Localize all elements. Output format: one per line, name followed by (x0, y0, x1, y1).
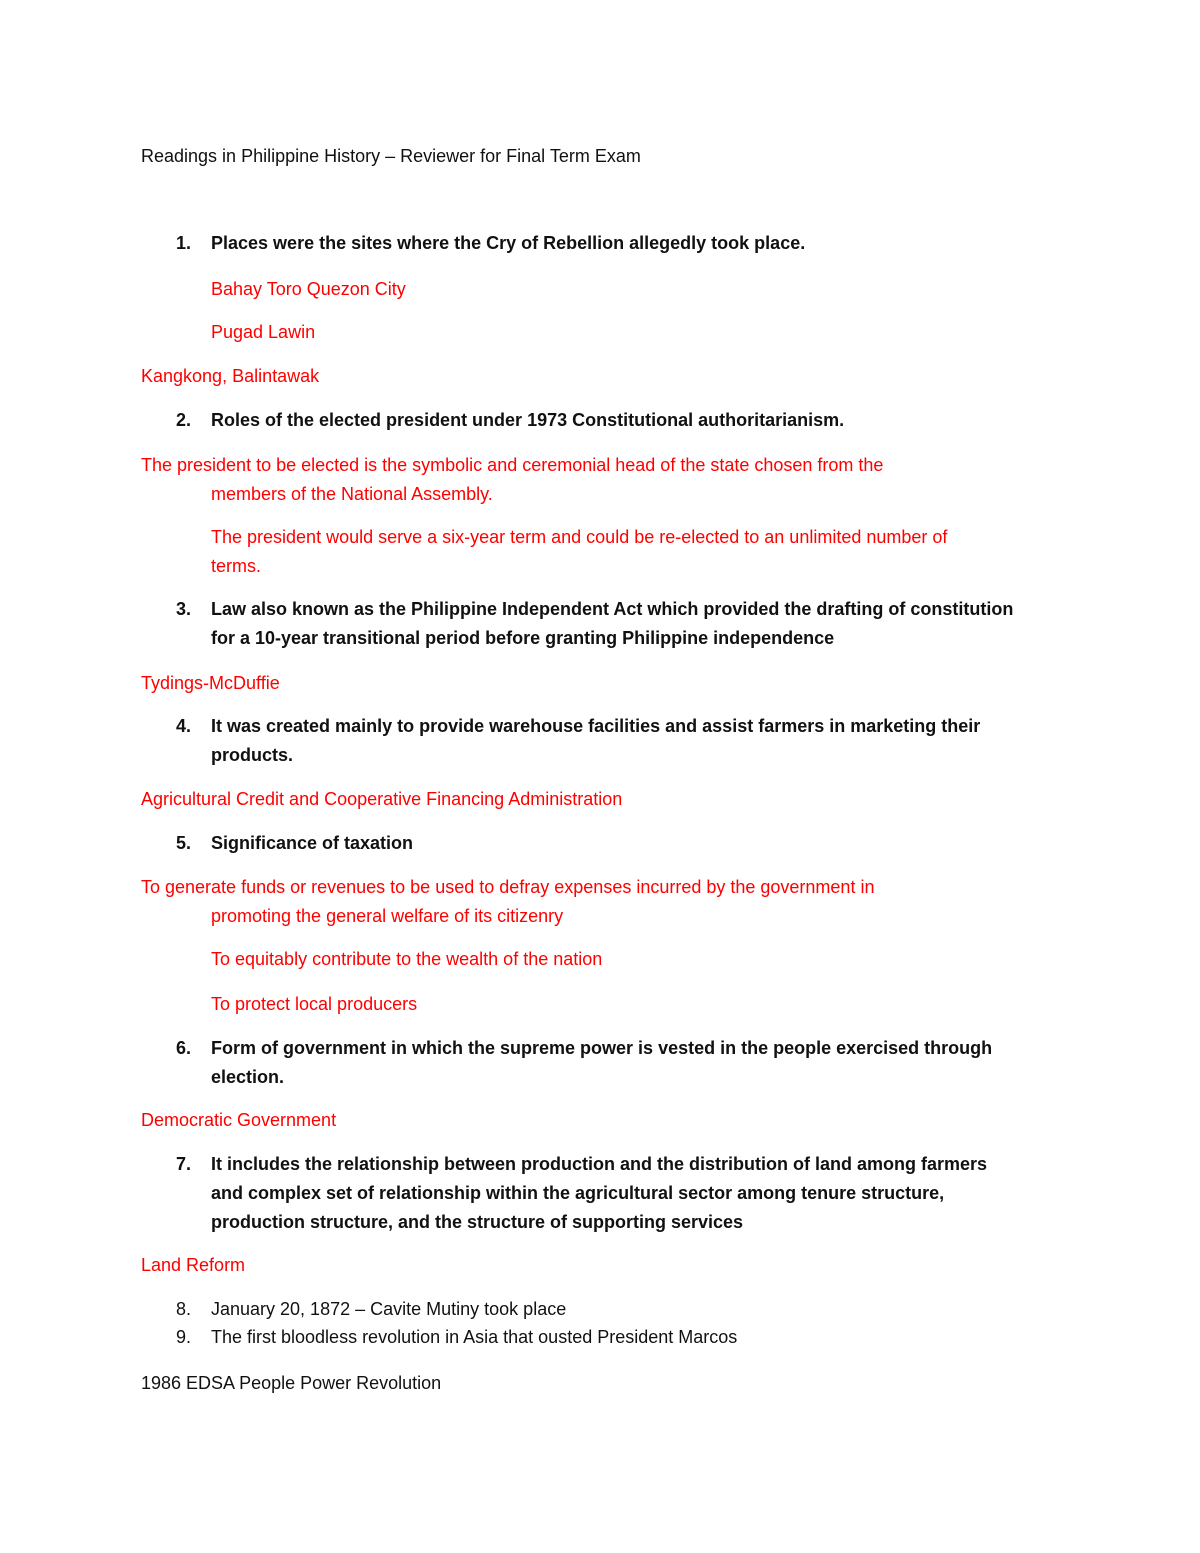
item-3-question-line-1: Law also known as the Philippine Independent Act which provided the drafting of constitution (211, 599, 1014, 619)
item-2-answer-3: The president would serve a six-year term and could be re-elected to an unlimited number of (211, 527, 948, 547)
item-1-number: 1. (176, 233, 192, 253)
item-5-answer-3: To equitably contribute to the wealth of the nation (211, 949, 603, 969)
item-2-number: 2. (176, 410, 192, 430)
item-5-number: 5. (176, 833, 192, 853)
item-8-number: 8. (176, 1299, 192, 1319)
item-7-question-line-2: and complex set of relationship within the agricultural sector among tenure structure, (211, 1183, 945, 1203)
item-7-number: 7. (176, 1154, 192, 1174)
item-1-answer-1: Bahay Toro Quezon City (211, 279, 406, 299)
item-9-question-line-1: The first bloodless revolution in Asia that ousted President Marcos (211, 1327, 738, 1347)
item-6-number: 6. (176, 1038, 192, 1058)
item-2-answer-4: terms. (211, 556, 262, 576)
item-4-answer-1: Agricultural Credit and Cooperative Financing Administration (141, 789, 623, 809)
item-3-question-line-2: for a 10-year transitional period before granting Philippine independence (211, 628, 835, 648)
item-2-answer-2: members of the National Assembly. (211, 484, 493, 504)
item-3-answer-1: Tydings-McDuffie (141, 673, 280, 693)
item-4-question-line-2: products. (211, 745, 294, 765)
item-4-number: 4. (176, 716, 192, 736)
item-2-answer-1: The president to be elected is the symbolic and ceremonial head of the state chosen from the (141, 455, 884, 475)
item-5-answer-4: To protect local producers (211, 994, 418, 1014)
item-9-number: 9. (176, 1327, 192, 1347)
item-1-question-line-1: Places were the sites where the Cry of Rebellion allegedly took place. (211, 233, 806, 253)
item-3-number: 3. (176, 599, 192, 619)
item-1-answer-3: Kangkong, Balintawak (141, 366, 320, 386)
item-5-answer-2: promoting the general welfare of its citizenry (211, 906, 564, 926)
item-6-question-line-2: election. (211, 1067, 285, 1087)
document-title: Readings in Philippine History – Reviewer for Final Term Exam (141, 146, 641, 166)
item-7-question-line-3: production structure, and the structure of supporting services (211, 1212, 744, 1232)
item-5-question-line-1: Significance of taxation (211, 833, 414, 853)
item-8-question-line-1: January 20, 1872 – Cavite Mutiny took place (211, 1299, 567, 1319)
item-6-question-line-1: Form of government in which the supreme power is vested in the people exercised through (211, 1038, 993, 1058)
item-7-answer-1: Land Reform (141, 1255, 246, 1275)
item-6-answer-1: Democratic Government (141, 1110, 337, 1130)
item-7-question-line-1: It includes the relationship between production and the distribution of land among farmers (211, 1154, 988, 1174)
item-1-answer-2: Pugad Lawin (211, 322, 316, 342)
item-5-answer-1: To generate funds or revenues to be used to defray expenses incurred by the government in (141, 877, 875, 897)
item-2-question-line-1: Roles of the elected president under 1973 Constitutional authoritarianism. (211, 410, 845, 430)
item-4-question-line-1: It was created mainly to provide warehouse facilities and assist farmers in marketing their (211, 716, 981, 736)
item-9-answer-1: 1986 EDSA People Power Revolution (141, 1373, 442, 1393)
